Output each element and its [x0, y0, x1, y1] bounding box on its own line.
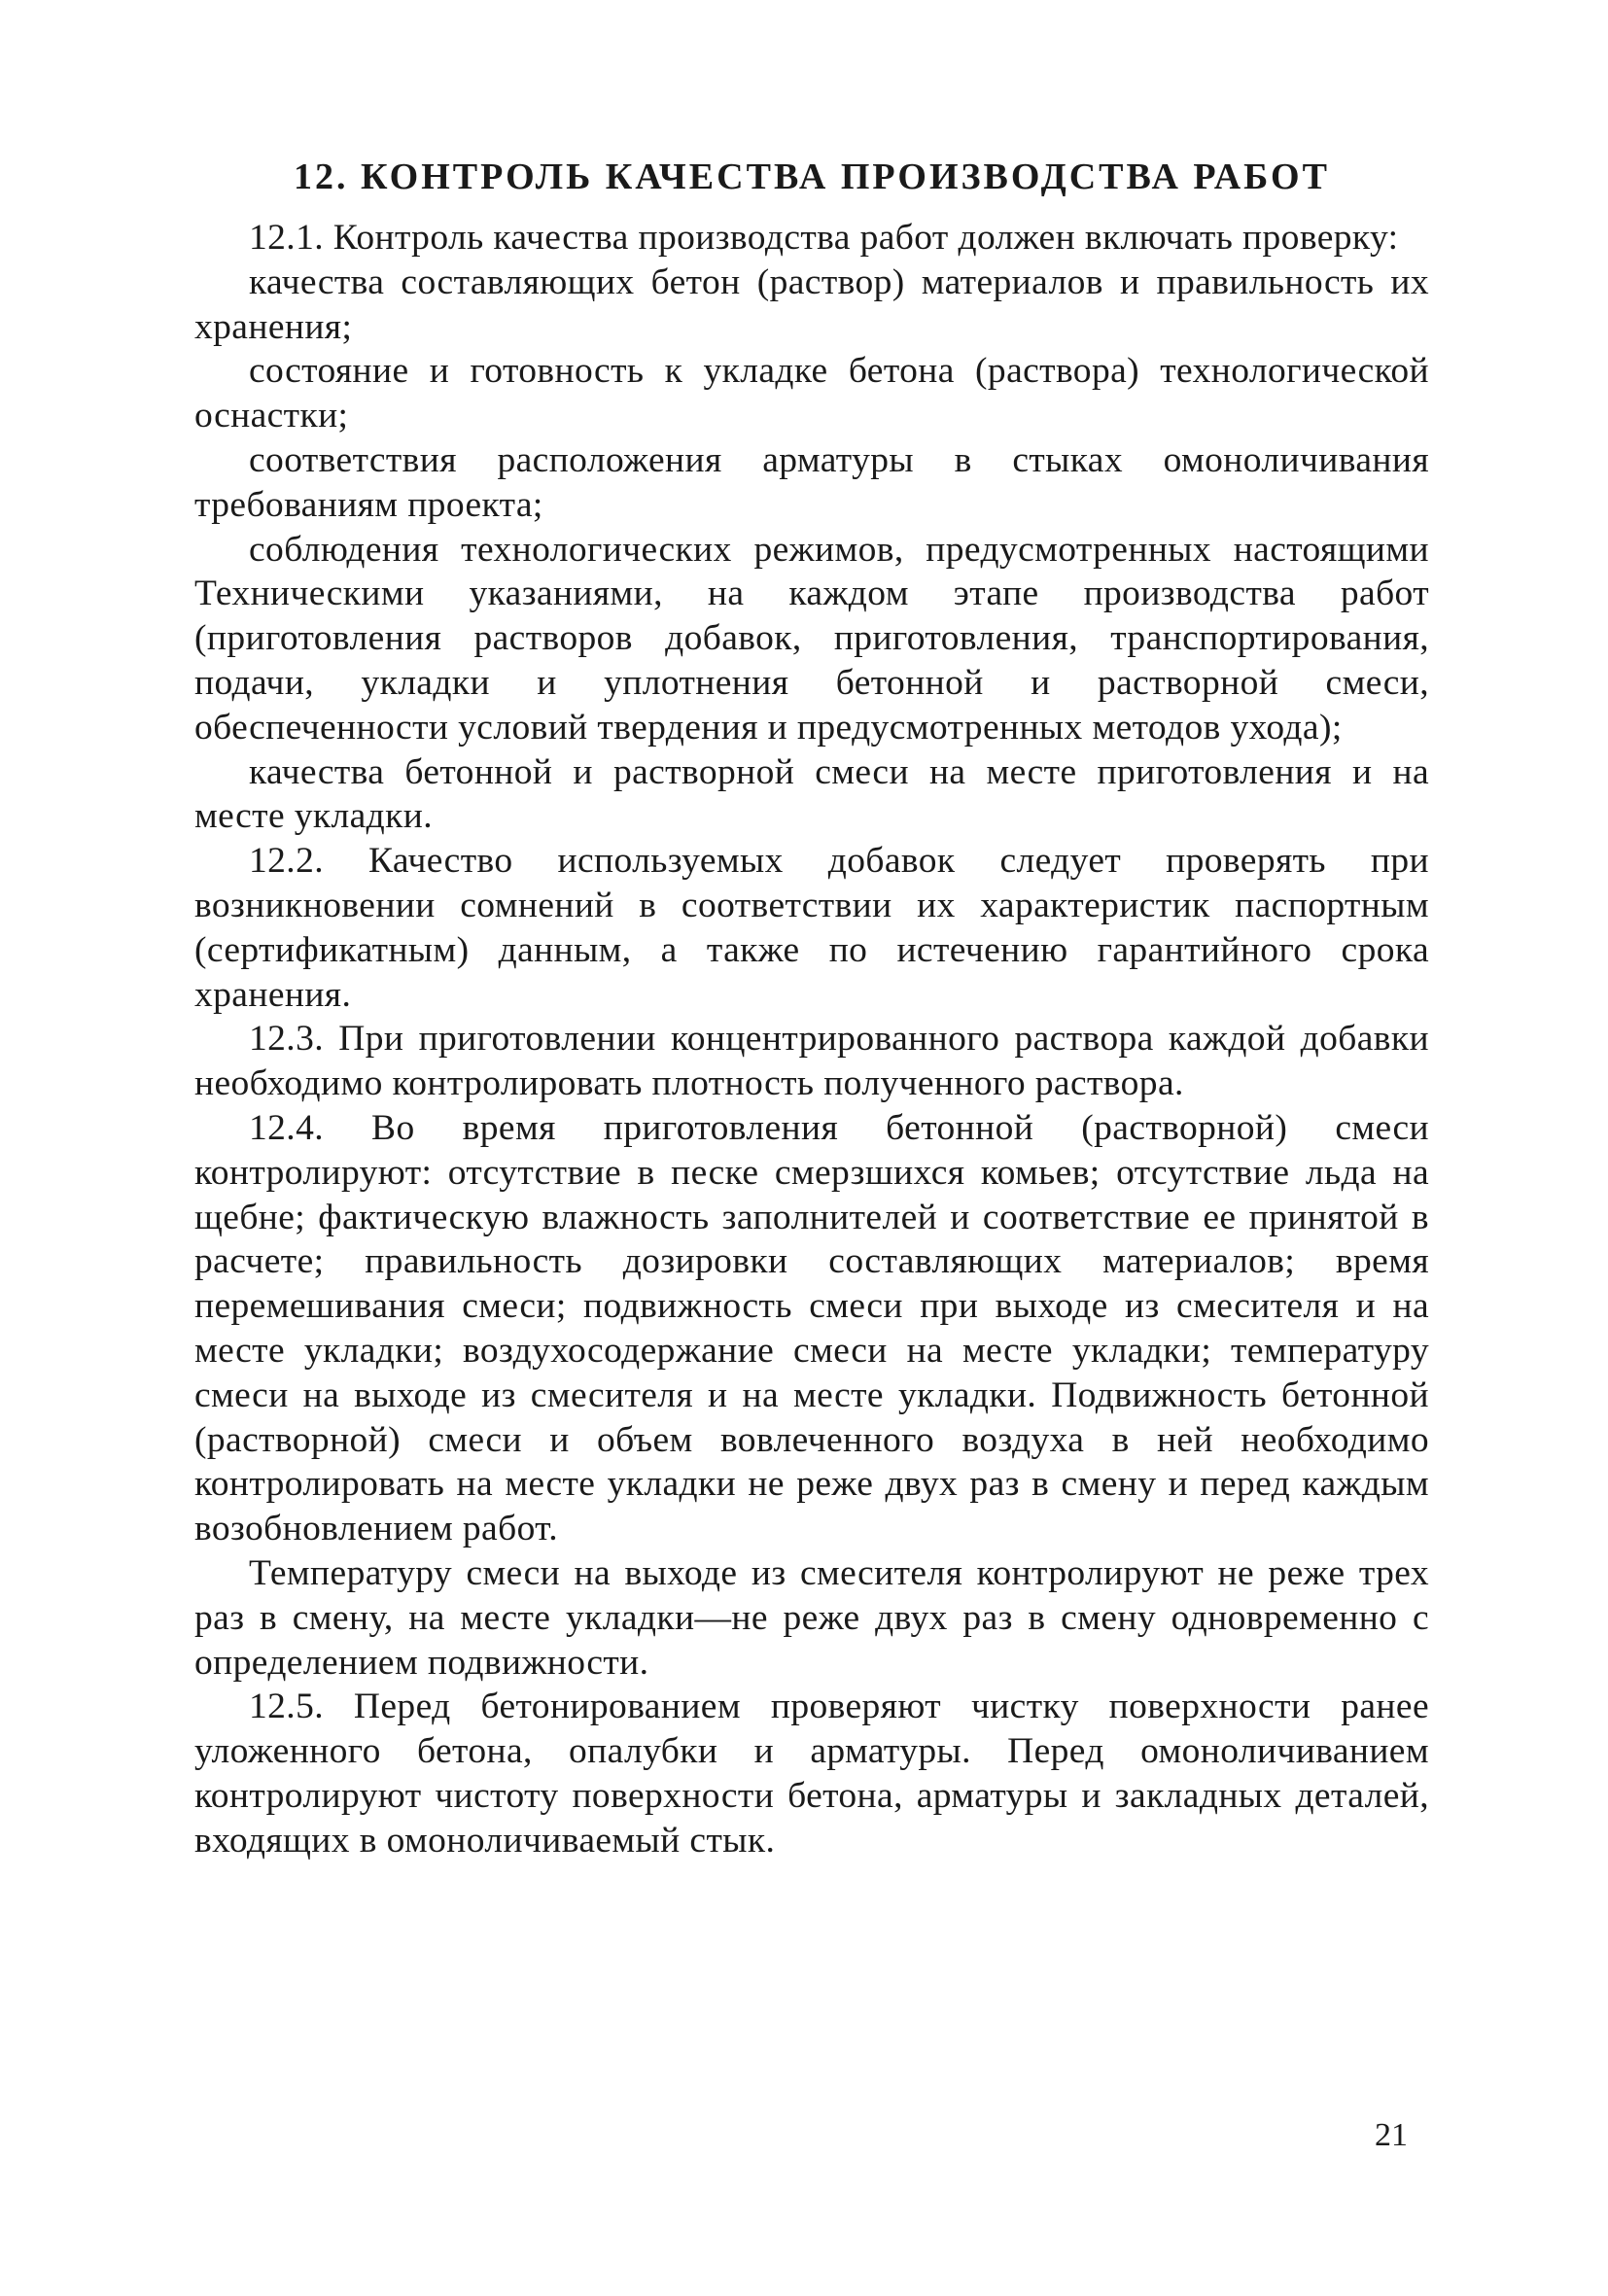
- paragraph-temperature: Температуру смеси на выходе из смесителя контролируют не реже трех раз в смену, на месте укладки—не реже двух раз в смену одновременно с определением подвижности.: [194, 1552, 1429, 1683]
- paragraph-12-3: 12.3. При приготовлении концентрированного раствора каждой добавки необходимо контролировать плотность полученного раствора.: [194, 1019, 1429, 1104]
- paragraph-12-4: 12.4. Во время приготовления бетонной (растворной) смеси контролируют: отсутствие в песке смерзшихся комьев; отсутствие льда на щебне; фактическую влажность заполнителей и соответствие ее принятой в расчете; правильность дозировки составляющих материалов; время перемешивания смеси; подвижность смеси при выходе из смесителя и на месте укладки; воздухосодержание смеси на месте укладки; температуру смеси на выходе из смесителя и на месте укладки. Подвижность бетонной (растворной) смеси и объем вовлеченного воздуха в ней необходимо контролировать на месте укладки не реже двух раз в смену и перед каждым возобновлением работ.: [194, 1107, 1429, 1549]
- list-item-mix-quality: качества бетонной и растворной смеси на месте приготовления и на месте укладки.: [194, 751, 1429, 837]
- section-heading: 12. КОНТРОЛЬ КАЧЕСТВА ПРОИЗВОДСТВА РАБОТ: [294, 157, 1330, 197]
- paragraph-12-1: 12.1. Контроль качества производства работ должен включать проверку:: [249, 218, 1399, 258]
- page-number: 21: [1375, 2117, 1408, 2153]
- paragraph-12-5: 12.5. Перед бетонированием проверяют чистку поверхности ранее уложенного бетона, опалубки и арматуры. Перед омоноличиванием контролируют чистоту поверхности бетона, арматуры и закладных деталей, входящих в омоноличиваемый стык.: [194, 1687, 1429, 1861]
- list-item-regimes: соблюдения технологических режимов, предусмотренных настоящими Техническими указаниями, на каждом этапе производства работ (приготовления растворов добавок, приготовления, транспортирования, подачи, укладки и уплотнения бетонной и растворной смеси, обеспеченности условий твердения и предусмотренных методов ухода);: [194, 529, 1429, 748]
- list-item-equipment: состояние и готовность к укладке бетона (раствора) технологической оснастки;: [194, 351, 1429, 436]
- section-body: [194, 216, 1429, 1862]
- list-item-materials: качества составляющих бетон (раствор) материалов и правильность их хранения;: [194, 261, 1429, 347]
- paragraph-12-2: 12.2. Качество используемых добавок следует проверять при возникновении сомнений в соответствии их характеристик паспортным (сертификатным) данным, а также по истечению гарантийного срока хранения.: [194, 841, 1429, 1015]
- list-item-reinforcement: соответствия расположения арматуры в стыках омоноличивания требованиям проекта;: [194, 439, 1429, 525]
